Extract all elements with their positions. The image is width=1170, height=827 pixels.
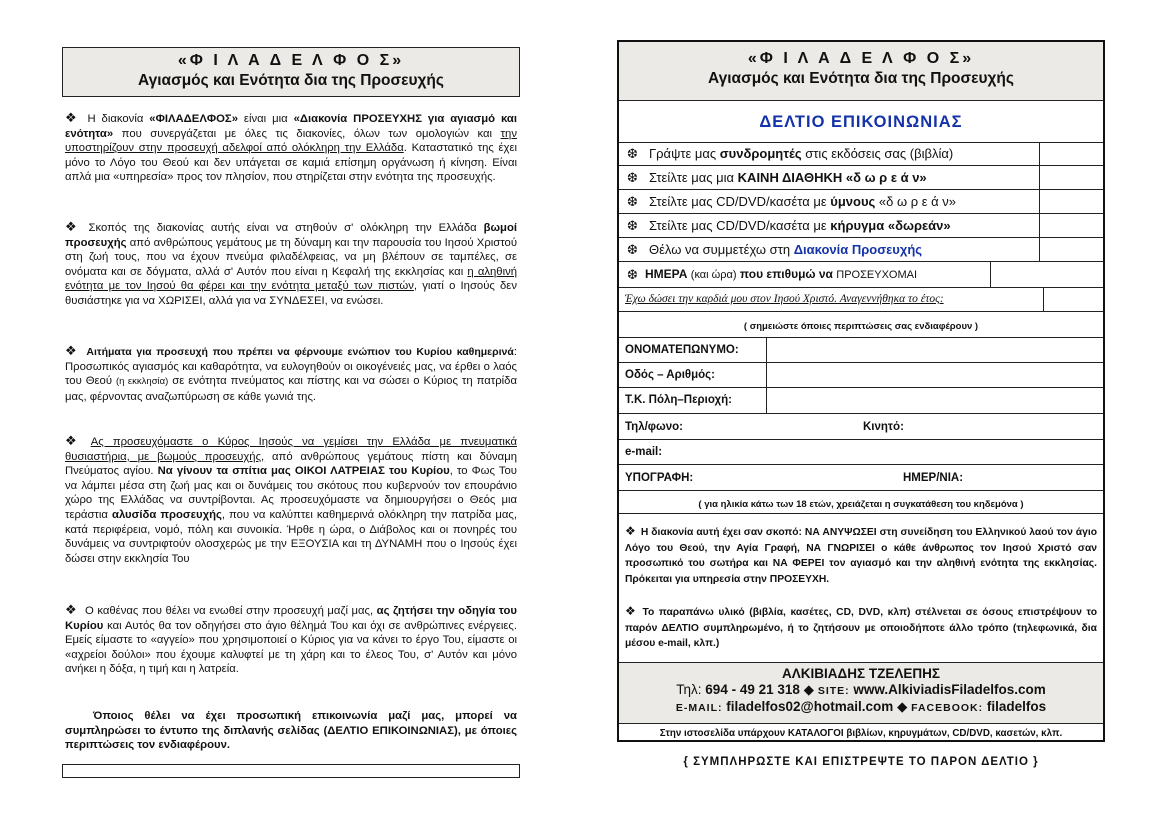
name-field[interactable] (767, 338, 1103, 362)
option-hymns[interactable] (619, 190, 1103, 214)
form-brand-subtitle: Αγιασμός και Ενότητα δια της Προσευχής (708, 70, 1014, 87)
facebook-link[interactable]: filadelfos (986, 699, 1047, 714)
catalog-text: Στην ιστοσελίδα υπάρχουν ΚΑΤΑΛΟΓΟΙ βιβλίων, κηρυγμάτων, CD/DVD, κασετών, κλπ. (659, 728, 1063, 739)
diamond-icon: ❖ (625, 524, 636, 538)
diamond-icon: ❖ (65, 219, 81, 234)
faith-label: Έχω δώσει την καρδιά μου στον Ιησού Χριστό. Αναγεννήθηκα το έτος: (625, 293, 944, 305)
form-header (619, 42, 1103, 101)
diamond-icon: ❖ (65, 433, 83, 448)
option-subscribe[interactable] (619, 143, 1103, 166)
site-link[interactable]: www.AlkiviadisFiladelfos.com (853, 682, 1046, 697)
street-label: Οδός – Αριθμός: (625, 369, 715, 381)
left-title: «Φ Ι Λ Α Δ Ε Λ Φ Ο Σ» (177, 52, 405, 69)
option-hymns-checkbox[interactable] (1039, 190, 1103, 213)
option-prayer-day[interactable] (619, 262, 1103, 288)
contact-name: ΑΛΚΙΒΙΑΔΗΣ ΤΖΕΛΕΠΗΣ (782, 666, 940, 681)
left-footer-box (62, 764, 520, 778)
minor-note-row (619, 491, 1103, 514)
material-text: ❖ Το παραπάνω υλικό (βιβλία, κασέτες, CD, DVD, κλπ) στέλνεται σε όσους επιστρέψουν το παρόν ΔΕΛΤΙΟ συμπληρωμένο, ή το ζητήσουν με οποιοδήποτε άλλο τρόπο (τηλεφωνικά, δια μέσου e-mail, κλπ.) (625, 604, 1097, 649)
note-row (619, 312, 1103, 338)
snowflake-icon: ❆ (627, 170, 638, 185)
minor-note: ( για ηλικία κάτω των 18 ετών, χρειάζεται η συγκατάθεση του κηδεμόνα ) (698, 499, 1024, 510)
phone-row[interactable] (619, 414, 1103, 440)
diamond-icon: ◆ (803, 682, 815, 697)
paragraph-requests: ❖ Αιτήματα για προσευχή που πρέπει να φέρνουμε ενώπιον του Κυρίου καθημερινά: Προσωπικός αγιασμός και καθαρότητα, να ευλογηθούν οι οικογένειές μας, να έρθει ο λαός του Θεού (η εκκλησία) σε ενότητα πνεύματος και πίστης και να σώσει ο Κύριος τη πατρίδα μας, φέρνοντας αναζωπύρωση σε κάθε γωνιά της. (65, 343, 517, 403)
option-bible[interactable] (619, 166, 1103, 190)
snowflake-icon: ❆ (627, 242, 638, 257)
diamond-icon: ◆ (896, 699, 908, 714)
option-subscribe-checkbox[interactable] (1039, 143, 1103, 165)
diamond-icon: ❖ (625, 604, 638, 618)
note-mark: ( σημειώστε όποιες περιπτώσεις σας ενδιαφέρουν ) (743, 321, 979, 332)
diamond-icon: ❖ (65, 602, 78, 617)
email-row[interactable] (619, 440, 1103, 465)
aim-text: ❖ Η διακονία αυτή έχει σαν σκοπό: ΝΑ ΑΝΥΨΩΣΕΙ στη συνείδηση του Ελληνικού λαού τον άγιο Λόγο του Θεού, την Αγία Γραφή, ΝΑ ΓΝΩΡΙΣΕΙ ο κάθε άνθρωπος τον Ιησού Χριστό σαν προσωπικό του σωτήρα και ΝΑ ΦΕΡΕΙ τον αγιασμό και την αληθινή ενότητα της εκκλησίας. Πρόκειται για υπηρεσία στην ΠΡΟΣΕΥΧΗ. (625, 524, 1097, 585)
street-field[interactable] (767, 363, 1103, 387)
mobile-label: Κινητό: (863, 421, 904, 433)
faith-row (619, 288, 1103, 312)
option-sermon-checkbox[interactable] (1039, 214, 1103, 237)
email-label: e-mail: (625, 446, 663, 458)
contact-email-fb: E-MAIL: filadelfos02@hotmail.com ◆ FACEBOOK: filadelfos (675, 699, 1047, 714)
phone-label: Τηλ/φωνο: (625, 421, 683, 433)
option-hymns-label: Στείλτε μας CD/DVD/κασέτα με ύμνους «δ ω ρ ε ά ν» (649, 194, 957, 209)
prayer-day-field[interactable] (991, 262, 1103, 287)
option-subscribe-label: Γράψτε μας συνδρομητές στις εκδόσεις σας (βιβλία) (649, 146, 954, 161)
option-participate-checkbox[interactable] (1039, 238, 1103, 261)
city-field[interactable] (767, 388, 1103, 413)
form-title-row (619, 101, 1103, 143)
contact-phone-site: Τηλ: 694 - 49 21 318 ◆ SITE: www.AlkiviadisFiladelfos.com (676, 682, 1046, 697)
email-link[interactable]: filadelfos02@hotmail.com (726, 699, 894, 714)
option-participate-label: Θέλω να συμμετέχω στη Διακονία Προσευχής (649, 242, 923, 257)
snowflake-icon: ❆ (627, 146, 638, 161)
info-section (619, 514, 1103, 663)
contact-form (617, 40, 1105, 742)
signature-row[interactable] (619, 465, 1103, 491)
signature-label: ΥΠΟΓΡΑΦΗ: (625, 472, 694, 484)
name-row (619, 338, 1103, 363)
snowflake-icon: ❆ (627, 194, 638, 209)
left-subtitle: Αγιασμός και Ενότητα δια της Προσευχής (138, 72, 444, 89)
city-label: Τ.Κ. Πόλη–Περιοχή: (625, 394, 732, 406)
paragraph-purpose: ❖ Σκοπός της διακονίας αυτής είναι να στηθούν σ' ολόκληρη την Ελλάδα βωμοί προσευχής από ανθρώπους γεμάτους με τη δύναμη και την παρουσία του Ιησού Χριστού στη ζωή τους, που να έχουν πνεύμα φιλαδέλφειας, να μη βλέπουν σε ταμπέλες, σε ονόματα και σε δόγματα, αλλά σ' Αυτόν που είναι η Κεφαλή της εκκλησίας και η αληθινή ενότητα με τον Ιησού θα φέρει και την ενότητα μεταξύ των πιστών, γιατί ο Ιησούς δεν θυσιάστηκε για να ΧΩΡΙΣΕΙ, αλλά για να ΣΥΝΔΕΣΕΙ, να ενώσει. (65, 219, 518, 307)
date-label: ΗΜΕΡ/ΝΙΑ: (903, 472, 964, 484)
diamond-icon: ❖ (65, 110, 80, 125)
form-brand-title: «Φ Ι Λ Α Δ Ε Λ Φ Ο Σ» (747, 50, 975, 67)
paragraph-pray: ❖ Ας προσευχόμαστε ο Κύρος Ιησούς να γεμίσει την Ελλάδα με πνευματικά θυσιαστήρια, με βωμούς προσευχής, από ανθρώπους γεμάτους πίστη και δύναμη Πνεύματος αγίου. Να γίνουν τα σπίτια μας ΟΙΚΟΙ ΛΑΤΡΕΙΑΣ του Κυρίου, το Φως Του να λάμπει μέσα στη ζωή μας και οι δυνάμεις του σκότους που κυβερνούν τον επουράνιο χώρο της Ελλάδας να συντρίβονται. Ας προσευχόμαστε να δημιουργήσει ο Θεός μια τεράστια αλυσίδα προσευχής, που να καλύπτει καθημερινά ολόκληρη την πατρίδα μας, κατά περιφέρεια, νομό, πόλη και συνοικία. Ήρθε η ώρα, ο Διάβολος και οι πονηρές του δυνάμεις να συντριφτούν ολοσχερώς με την ΕΞΟΥΣΙΑ και τη ΔΥΝΑΜΗ που ο Ιησούς έχει δώσει στην εκκλησία Του (65, 433, 517, 565)
street-row (619, 363, 1103, 388)
name-label: ΟΝΟΜΑΤΕΠΩΝΥΜΟ: (625, 344, 739, 356)
diamond-icon: ❖ (65, 343, 79, 358)
form-title: ΔΕΛΤΙΟ ΕΠΙΚΟΙΝΩΝΙΑΣ (759, 113, 963, 131)
snowflake-icon: ❆ (627, 218, 638, 233)
paragraph-service: ❖ Η διακονία «ΦΙΛΑΔΕΛΦΟΣ» είναι μια «Διακονία ΠΡΟΣΕΥΧΗΣ για αγιασμό και ενότητα» που συνεργάζεται με όλες τις διακονίες, όλων των ομολογιών και την υποστηρίζουν στην προσευχή αδελφοί από ολόκληρη την Ελλάδα. Καταστατικό της έχει μόνο το Λόγο του Θεού και δεν υπάγεται σε καμιά επίσημη οργάνωση ή κίνηση. Είναι απλά μια «υπηρεσία» προς τον πλησίον, που στηρίζεται στην ενότητα της προσευχής. (65, 110, 518, 184)
contact-block (619, 663, 1103, 724)
faith-year-field[interactable] (1044, 288, 1103, 311)
left-header (62, 47, 520, 97)
option-bible-label: Στείλτε μας μια ΚΑΙΝΗ ΔΙΑΘΗΚΗ «δ ω ρ ε ά ν» (649, 170, 927, 185)
bottom-note: { ΣΥΜΠΛΗΡΩΣΤΕ ΚΑΙ ΕΠΙΣΤΡΕΨΤΕ ΤΟ ΠΑΡΟΝ ΔΕΛΤΙΟ } (683, 756, 1039, 768)
option-sermon-label: Στείλτε μας CD/DVD/κασέτα με κήρυγμα «δωρεάν» (649, 218, 951, 233)
option-prayer-day-label: ΗΜΕΡΑ (και ώρα) που επιθυμώ να ΠΡΟΣΕΥΧΟΜΑΙ (645, 267, 918, 281)
option-bible-checkbox[interactable] (1039, 166, 1103, 189)
option-sermon[interactable] (619, 214, 1103, 238)
paragraph-contact: Όποιος θέλει να έχει προσωπική επικοινωνία μαζί μας, μπορεί να συμπληρώσει το έντυπο της διπλανής σελίδας (ΔΕΛΤΙΟ ΕΠΙΚΟΙΝΩΝΙΑΣ), με όποιες περιπτώσεις τον ενδιαφέρουν. (65, 710, 517, 752)
option-participate[interactable] (619, 238, 1103, 262)
city-row (619, 388, 1103, 414)
catalog-row (619, 724, 1103, 740)
snowflake-icon: ❆ (627, 267, 638, 282)
paragraph-join: ❖ Ο καθένας που θέλει να ενωθεί στην προσευχή μαζί μας, ας ζητήσει την οδηγία του Κυρίου και Αυτός θα τον οδηγήσει στο άγιο θέλημά Του και όχι σε ανθρώπινες ενέργειες. Εμείς είμαστε το «αγγείο» που χρησιμοποιεί ο Κύριος για να κάνει το έργο Του, είμαστε οι «αχρείοι δούλοι» που έχουμε καλυφτεί με τη χάρη και το έλεος Του, σ' Αυτόν και μόνο ανήκει η δόξα, η τιμή και η λατρεία. (65, 602, 517, 676)
